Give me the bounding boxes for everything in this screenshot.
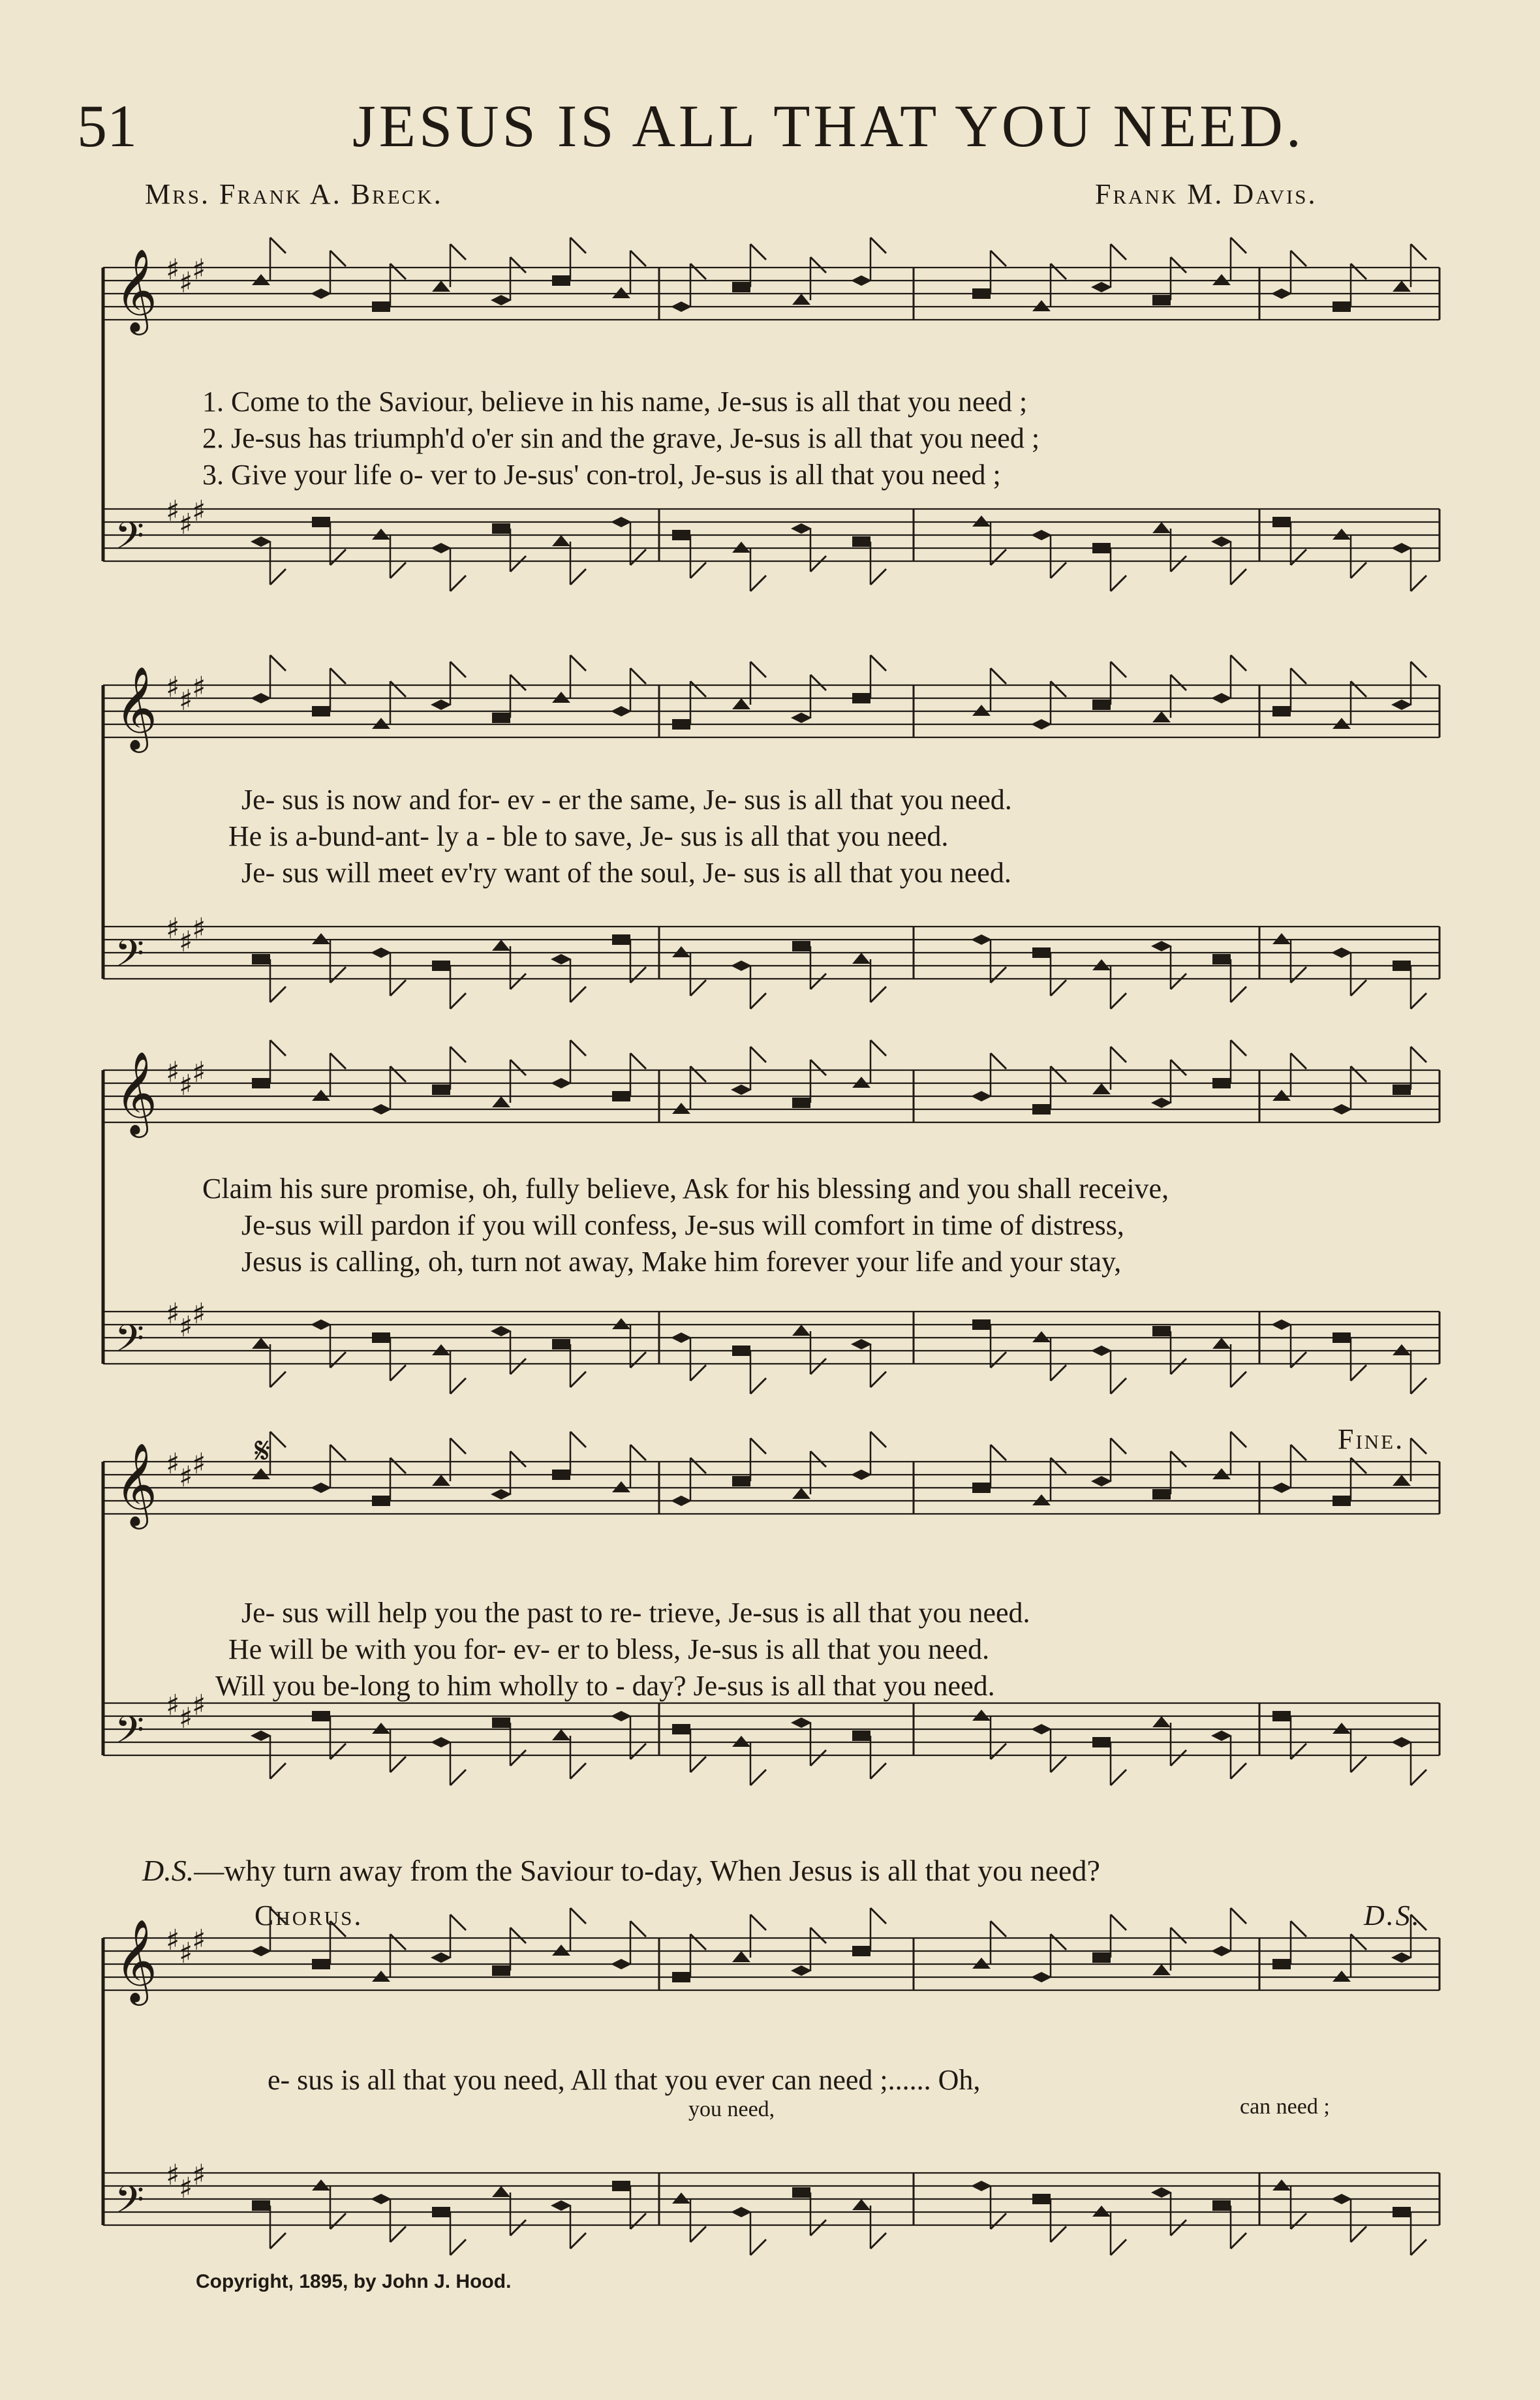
middle-line-2: Je-sus will pardon if you will confess, Je-sus will comfort in time of distress, — [241, 1209, 1124, 1241]
chorus-marker: Chorus. — [254, 1900, 363, 1931]
svg-text:♯: ♯ — [179, 1937, 193, 1970]
refrain-line-1: Je- sus is now and for- ev - er the same, Je- sus is all that you need. — [241, 784, 1012, 816]
svg-text:𝄢: 𝄢 — [115, 1316, 145, 1370]
hymn-title: JESUS IS ALL THAT YOU NEED. — [352, 93, 1304, 159]
svg-text:♯: ♯ — [179, 1310, 193, 1344]
copyright-notice: Copyright, 1895, by John J. Hood. — [196, 2271, 512, 2292]
svg-text:♯: ♯ — [179, 266, 193, 300]
svg-text:♯: ♯ — [179, 925, 193, 959]
svg-text:♯: ♯ — [192, 1689, 206, 1722]
svg-text:𝄞: 𝄞 — [115, 1051, 158, 1134]
svg-text:♯: ♯ — [179, 1702, 193, 1735]
ending-line-3: Will you be-long to him wholly to - day? Je-sus is all that you need. — [215, 1670, 995, 1702]
staff — [103, 1040, 1440, 1138]
svg-text:♯: ♯ — [166, 1924, 180, 1957]
notation-system-2 — [98, 653, 1442, 1057]
staff — [103, 238, 1440, 335]
middle-line-1: Claim his sure promise, oh, fully believe, Ask for his blessing and you shall receive, — [202, 1173, 1169, 1205]
svg-text:𝄞: 𝄞 — [115, 1918, 158, 2002]
svg-text:♯: ♯ — [192, 495, 206, 528]
ds-instruction: D.S.—why turn away from the Saviour to-day, When Jesus is all that you need? — [142, 1854, 1100, 1887]
svg-text:♯: ♯ — [166, 495, 180, 528]
chorus-small-lyric-1: you need, — [688, 2097, 775, 2121]
svg-text:♯: ♯ — [192, 1056, 206, 1089]
staff — [103, 1432, 1440, 1530]
svg-text:♯: ♯ — [192, 1924, 206, 1957]
svg-text:♯: ♯ — [192, 1447, 206, 1481]
notation-system-4 — [98, 1429, 1442, 1834]
svg-text:♯: ♯ — [166, 1689, 180, 1722]
svg-text:♯: ♯ — [166, 253, 180, 286]
svg-text:♯: ♯ — [166, 671, 180, 704]
staff — [103, 1689, 1440, 1785]
svg-text:♯: ♯ — [179, 1069, 193, 1102]
words-credit: Mrs. Frank A. Breck. — [145, 178, 443, 210]
svg-text:♯: ♯ — [192, 253, 206, 286]
verse-line-3: 3. Give your life o- ver to Je-sus' con-trol, Je-sus is all that you need ; — [202, 459, 1001, 491]
chorus-line: e- sus is all that you need, All that you ever can need ;...... Oh, — [268, 2064, 981, 2096]
svg-text:♯: ♯ — [192, 912, 206, 946]
verse-line-1: 1. Come to the Saviour, believe in his name, Je-sus is all that you need ; — [202, 386, 1028, 418]
ending-line-1: Je- sus will help you the past to re- trieve, Je-sus is all that you need. — [241, 1597, 1030, 1629]
svg-text:♯: ♯ — [192, 671, 206, 704]
chorus-small-lyric-2: can need ; — [1240, 2095, 1330, 2119]
svg-text:♯: ♯ — [192, 1297, 206, 1331]
svg-text:𝄢: 𝄢 — [115, 1708, 145, 1761]
staff — [103, 655, 1440, 753]
verse-line-2: 2. Je-sus has triumph'd o'er sin and the grave, Je-sus is all that you need ; — [202, 422, 1040, 454]
music-system-1 — [98, 235, 1442, 639]
music-system-3 — [98, 1038, 1442, 1442]
segno-marker: 𝄋 — [254, 1431, 273, 1471]
svg-text:♯: ♯ — [166, 1447, 180, 1481]
svg-text:♯: ♯ — [192, 2159, 206, 2192]
svg-text:♯: ♯ — [166, 1056, 180, 1089]
svg-text:♯: ♯ — [166, 912, 180, 946]
svg-text:♯: ♯ — [179, 508, 193, 541]
svg-text:♯: ♯ — [179, 1460, 193, 1494]
staff — [103, 912, 1440, 1009]
refrain-line-3: Je- sus will meet ev'ry want of the soul, Je- sus is all that you need. — [241, 857, 1011, 889]
svg-text:𝄞: 𝄞 — [115, 248, 158, 331]
music-credit: Frank M. Davis. — [1095, 178, 1317, 210]
svg-text:♯: ♯ — [166, 1297, 180, 1331]
svg-text:𝄞: 𝄞 — [115, 1442, 158, 1526]
middle-line-3: Jesus is calling, oh, turn not away, Make him forever your life and your stay, — [241, 1246, 1122, 1278]
ending-line-2: He will be with you for- ev- er to bless, Je-sus is all that you need. — [228, 1633, 990, 1665]
svg-text:♯: ♯ — [179, 2172, 193, 2205]
music-system-2 — [98, 653, 1442, 1057]
staff — [103, 495, 1440, 591]
svg-text:𝄞: 𝄞 — [115, 666, 158, 749]
music-system-5 — [98, 1899, 1442, 2290]
svg-text:♯: ♯ — [179, 684, 193, 717]
refrain-line-2: He is a-bund-ant- ly a - ble to save, Je- sus is all that you need. — [228, 820, 949, 852]
staff — [103, 2159, 1440, 2255]
svg-text:𝄢: 𝄢 — [115, 931, 145, 985]
svg-text:𝄢: 𝄢 — [115, 2177, 145, 2231]
fine-marker: Fine. — [1338, 1423, 1405, 1455]
svg-text:♯: ♯ — [166, 2159, 180, 2192]
hymn-number: 51 — [77, 93, 137, 159]
svg-text:𝄢: 𝄢 — [115, 514, 145, 567]
staff — [103, 1297, 1440, 1394]
ds-marker: D.S. — [1364, 1900, 1421, 1931]
music-system-4 — [98, 1423, 1442, 1834]
